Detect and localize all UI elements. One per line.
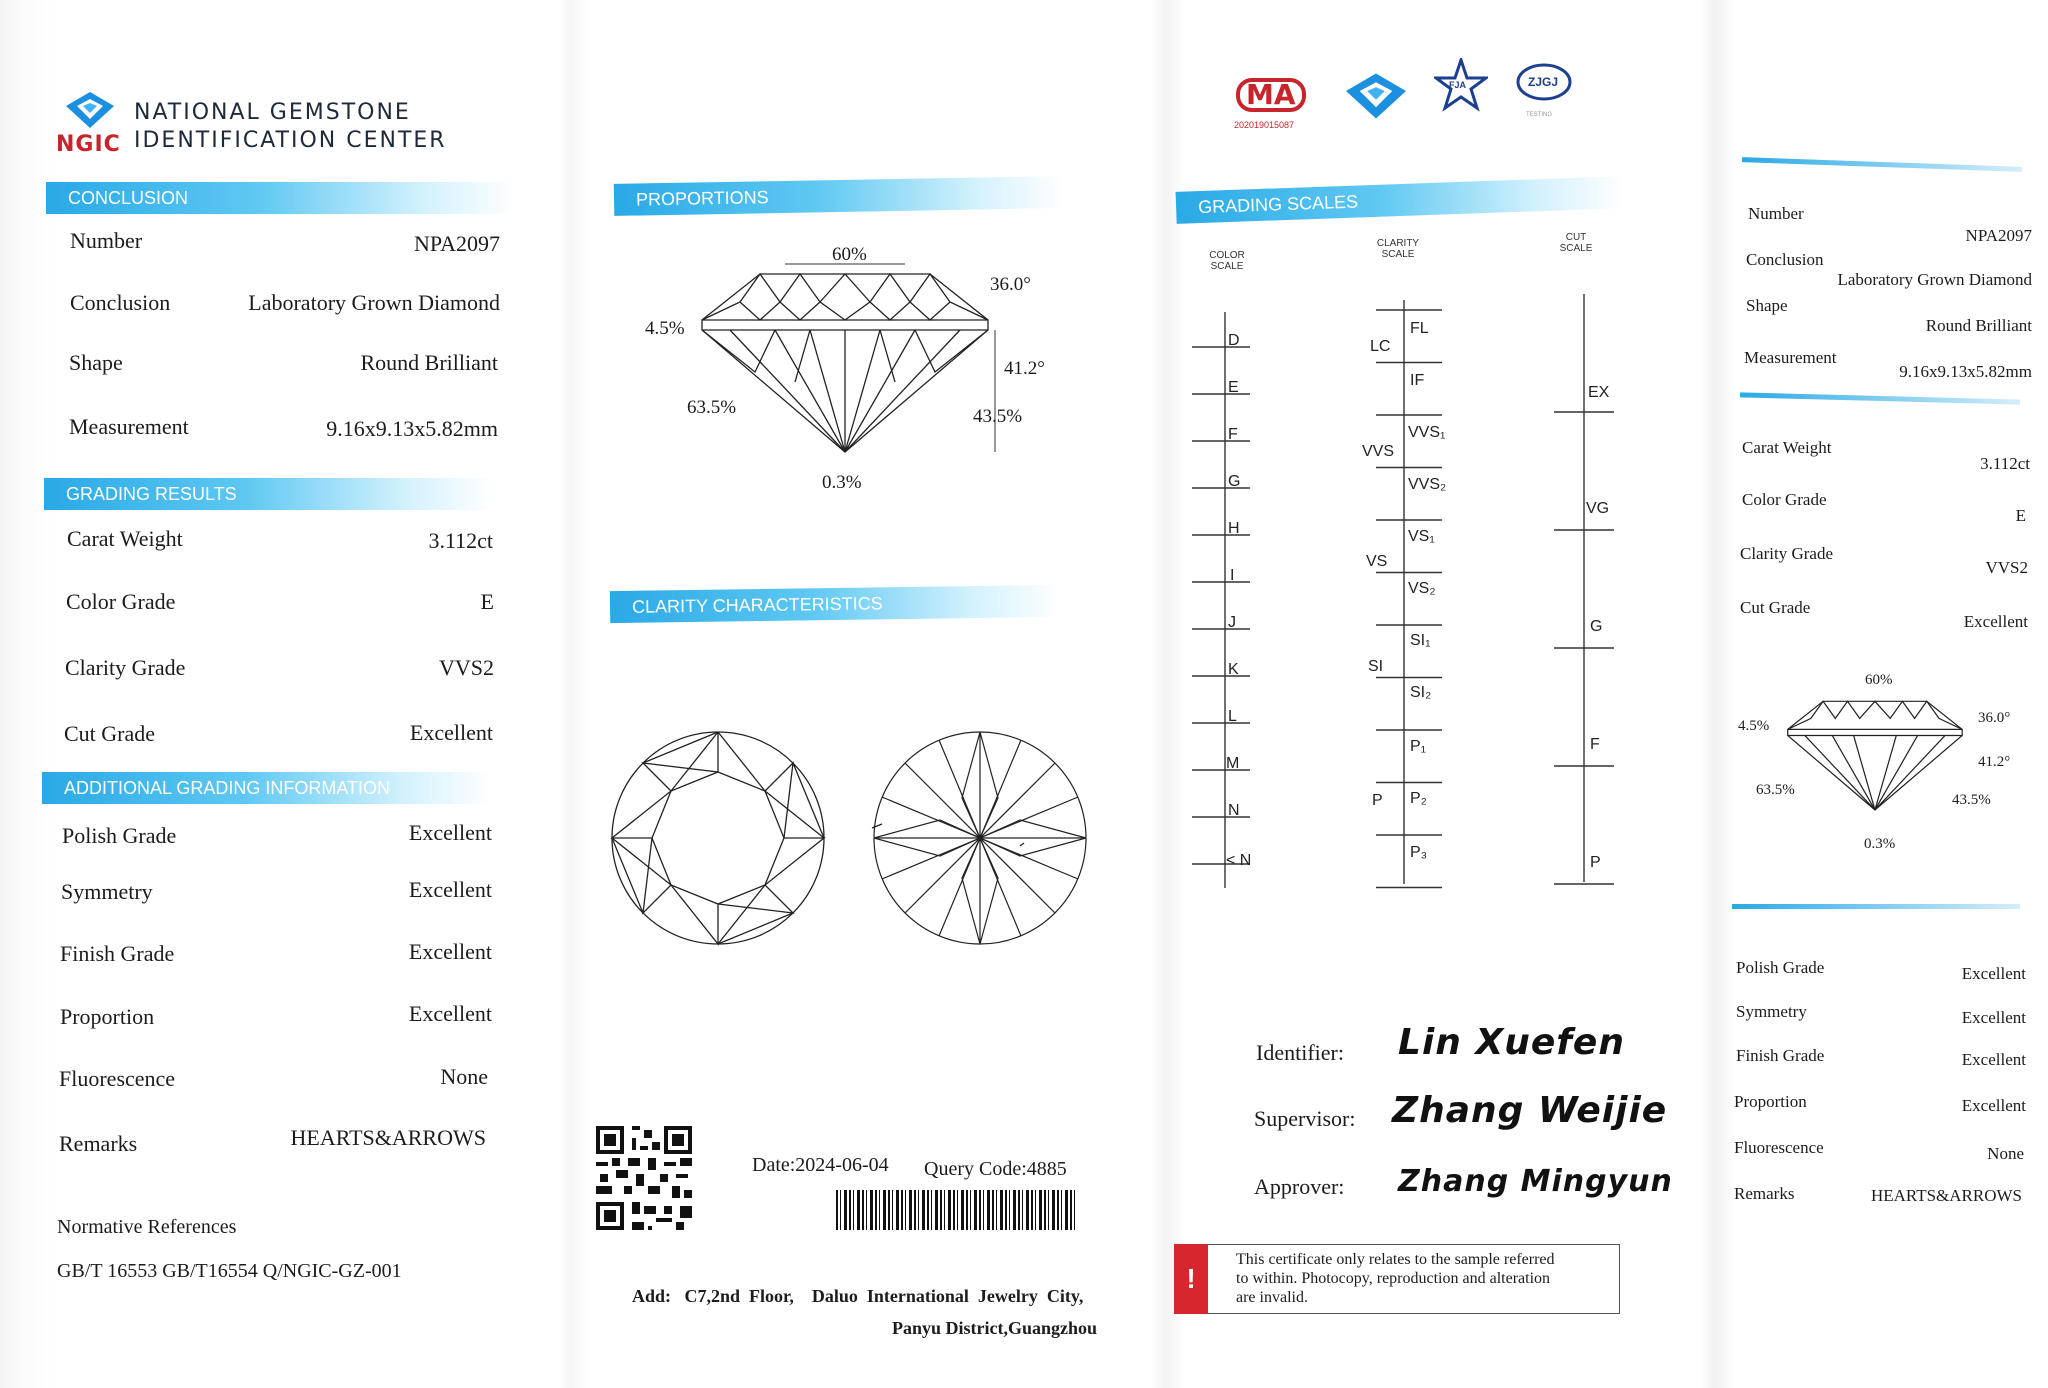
cut-scale-title: CUT SCALE <box>1559 232 1593 254</box>
disclaimer-line2: to within. Photocopy, reproduction and alteration <box>1236 1270 1551 1287</box>
clarity-grade: VVS₁ <box>1408 424 1446 441</box>
color-grade: N <box>1228 802 1240 819</box>
clarity-group: VVS <box>1362 443 1395 460</box>
summary-label: Clarity Grade <box>1740 544 1833 563</box>
disclaimer-text <box>1236 1250 1555 1307</box>
supervisor-label: Supervisor: <box>1254 1106 1356 1131</box>
row-label: Finish Grade <box>60 941 175 966</box>
row-value: E <box>480 589 494 614</box>
summary-value: VVS2 <box>1985 558 2028 577</box>
pavilion-plot-diagram <box>870 728 1090 948</box>
ngic-abbr <box>56 132 121 157</box>
summary-profile-diagram <box>1786 694 1970 816</box>
row-value: 9.16x9.13x5.82mm <box>326 416 498 441</box>
prop-crown-angle-label: 36.0° <box>990 274 1031 295</box>
row-value: Excellent <box>409 720 493 745</box>
row-label: Symmetry <box>61 879 153 904</box>
row-value: Excellent <box>408 1001 492 1026</box>
summary-value: None <box>1987 1144 2024 1163</box>
prop-total-depth-label: 63.5% <box>687 397 737 418</box>
crown-plot-diagram <box>608 728 828 948</box>
prop-pavilion-depth-label: 43.5% <box>973 406 1023 427</box>
cma-number: 202019015087 <box>1234 120 1295 130</box>
summary-label: Proportion <box>1734 1092 1807 1111</box>
normative-title: Normative References <box>57 1216 237 1238</box>
address-line2: Panyu District,Guangzhou <box>892 1318 1098 1338</box>
clarity-grade: VVS₂ <box>1408 476 1447 493</box>
ngic-mark-icon <box>1346 66 1406 126</box>
ngic-abbr-text: NGIC <box>56 132 121 157</box>
summary-table-label: 60% <box>1865 672 1893 688</box>
color-grade: G <box>1228 473 1241 490</box>
summary-label: Measurement <box>1744 348 1837 367</box>
row-value: Excellent <box>408 820 492 845</box>
clarity-grade: FL <box>1410 320 1429 337</box>
summary-label: Polish Grade <box>1736 958 1825 977</box>
row-value: 3.112ct <box>428 528 493 553</box>
address-line1: Add: C7,2nd Floor, Daluo International Jewelry City, <box>632 1286 1084 1306</box>
color-scale-title: COLOR SCALE <box>1209 250 1245 272</box>
summary-label: Fluorescence <box>1734 1138 1824 1157</box>
summary-divider <box>1742 157 2022 172</box>
clarity-group: P <box>1372 792 1383 809</box>
cut-grade: P <box>1590 854 1601 871</box>
summary-label: Conclusion <box>1746 250 1824 269</box>
disclaimer-line3: are invalid. <box>1236 1289 1308 1306</box>
summary-label: Symmetry <box>1736 1002 1807 1021</box>
summary-label: Carat Weight <box>1742 438 1832 457</box>
approver-label: Approver: <box>1254 1174 1345 1199</box>
clarity-grade: P₁ <box>1410 738 1427 755</box>
summary-crown-height-label: 4.5% <box>1738 718 1770 734</box>
summary-divider <box>1732 904 2020 909</box>
summary-value: Laboratory Grown Diamond <box>1837 270 2032 289</box>
summary-value: E <box>2015 506 2026 525</box>
clarity-grade: VS₁ <box>1408 528 1435 545</box>
summary-value: 3.112ct <box>1980 454 2030 473</box>
summary-value: Round Brilliant <box>1925 316 2032 335</box>
ngic-logo-icon <box>66 92 114 128</box>
row-label: Conclusion <box>70 290 171 315</box>
summary-crown-angle-label: 36.0° <box>1978 710 2011 726</box>
summary-total-depth-label: 63.5% <box>1756 782 1795 798</box>
color-grade: F <box>1228 426 1238 443</box>
summary-value: Excellent <box>1961 1096 2026 1115</box>
approver-signature: Zhang Mingyun <box>1398 1164 1673 1199</box>
color-grade: < N <box>1226 852 1252 869</box>
clarity-grade: IF <box>1410 372 1425 389</box>
summary-culet-label: 0.3% <box>1864 836 1896 852</box>
clarity-grade: SI₁ <box>1410 632 1431 649</box>
brand-line2: IDENTIFICATION CENTER <box>134 128 447 153</box>
inclusion-mark-left <box>872 824 882 828</box>
summary-label: Color Grade <box>1742 490 1827 509</box>
row-label: Number <box>70 228 143 253</box>
color-grade: E <box>1228 379 1239 396</box>
barcode-icon <box>836 1190 1076 1230</box>
color-grade: D <box>1228 332 1240 349</box>
grading-scales-lines <box>1180 280 1620 900</box>
clarity-group: LC <box>1370 338 1391 355</box>
date-text: Date:2024-06-04 <box>752 1154 889 1176</box>
summary-value: NPA2097 <box>1965 226 2032 245</box>
summary-label: Cut Grade <box>1740 598 1811 617</box>
row-label: Cut Grade <box>64 721 156 746</box>
row-label: Carat Weight <box>67 526 183 551</box>
fja-mark-text: FJA <box>1449 80 1467 90</box>
clarity-grade: VS₂ <box>1408 580 1436 597</box>
color-grade: K <box>1228 661 1239 678</box>
diamond-profile-diagram <box>700 262 1000 462</box>
clarity-grade: SI₂ <box>1410 684 1432 701</box>
row-value: NPA2097 <box>414 231 500 256</box>
summary-value: HEARTS&ARROWS <box>1870 1186 2022 1205</box>
row-label: Color Grade <box>66 589 176 614</box>
row-value: Round Brilliant <box>360 350 498 375</box>
identifier-signature: Lin Xuefen <box>1398 1022 1625 1063</box>
brand-line1: NATIONAL GEMSTONE <box>134 100 411 125</box>
clarity-scale-title: CLARITY SCALE <box>1376 238 1420 260</box>
row-label: Polish Grade <box>62 823 177 848</box>
summary-value: Excellent <box>1963 612 2028 631</box>
row-value: Excellent <box>408 939 492 964</box>
row-value: VVS2 <box>438 655 494 680</box>
summary-value: Excellent <box>1961 1008 2026 1027</box>
zjgj-mark-text: ZJGJ <box>1528 75 1559 89</box>
identifier-label: Identifier: <box>1256 1040 1344 1065</box>
cma-mark-text: MA <box>1246 78 1296 111</box>
grading-scales-heading: GRADING SCALES <box>1176 176 1627 224</box>
color-grade: L <box>1228 708 1237 725</box>
clarity-group: SI <box>1368 658 1384 675</box>
supervisor-signature: Zhang Weijie <box>1392 1090 1668 1131</box>
summary-label: Finish Grade <box>1736 1046 1825 1065</box>
color-grade: H <box>1228 520 1240 537</box>
query-code-text: Query Code:4885 <box>924 1158 1067 1180</box>
clarity-characteristics-heading: CLARITY CHARACTERISTICS <box>610 585 1060 623</box>
prop-table-label: 60% <box>832 244 867 265</box>
disclaimer-line1: This certificate only relates to the sample referred <box>1236 1251 1555 1268</box>
row-value: None <box>440 1064 488 1089</box>
clarity-grade: P₃ <box>1410 844 1428 861</box>
summary-divider <box>1740 392 2020 404</box>
conclusion-heading: CONCLUSION <box>46 182 516 214</box>
additional-info-heading: ADDITIONAL GRADING INFORMATION <box>42 772 492 804</box>
summary-label: Remarks <box>1734 1184 1795 1203</box>
row-label: Shape <box>69 350 123 375</box>
clarity-group: VS <box>1366 553 1388 570</box>
cut-grade: F <box>1590 736 1600 753</box>
clarity-grade: P₂ <box>1410 790 1427 807</box>
summary-pavilion-angle-label: 41.2° <box>1978 754 2011 770</box>
proportions-heading: PROPORTIONS <box>614 176 1064 216</box>
qr-code-icon <box>596 1126 692 1230</box>
row-label: Proportion <box>60 1004 155 1029</box>
summary-value: Excellent <box>1961 1050 2026 1069</box>
row-value: Laboratory Grown Diamond <box>248 290 500 315</box>
inclusion-mark-right <box>1020 843 1024 846</box>
cut-grade: EX <box>1588 384 1610 401</box>
warning-icon: ! <box>1174 1244 1208 1314</box>
row-value: HEARTS&ARROWS <box>290 1125 486 1150</box>
grading-results-heading: GRADING RESULTS <box>44 478 494 510</box>
cut-grade: G <box>1590 618 1603 635</box>
color-grade: I <box>1230 567 1235 584</box>
summary-label: Shape <box>1746 296 1788 315</box>
prop-culet-label: 0.3% <box>822 472 862 493</box>
row-label: Fluorescence <box>59 1066 176 1091</box>
cut-grade: VG <box>1586 500 1610 517</box>
summary-label: Number <box>1748 204 1804 223</box>
prop-pavilion-angle-label: 41.2° <box>1004 358 1045 379</box>
normative-text: GB/T 16553 GB/T16554 Q/NGIC-GZ-001 <box>57 1260 402 1282</box>
summary-pavilion-depth-label: 43.5% <box>1952 792 1991 808</box>
row-label: Remarks <box>59 1131 138 1156</box>
summary-value: Excellent <box>1961 964 2026 983</box>
zjgj-sub-text: TESTING <box>1526 112 1553 118</box>
color-grade: M <box>1226 755 1240 772</box>
summary-value: 9.16x9.13x5.82mm <box>1899 362 2032 381</box>
prop-crown-height-label: 4.5% <box>645 318 685 339</box>
row-label: Measurement <box>69 414 189 439</box>
color-grade: J <box>1228 614 1236 631</box>
row-value: Excellent <box>408 877 492 902</box>
row-label: Clarity Grade <box>65 655 186 680</box>
